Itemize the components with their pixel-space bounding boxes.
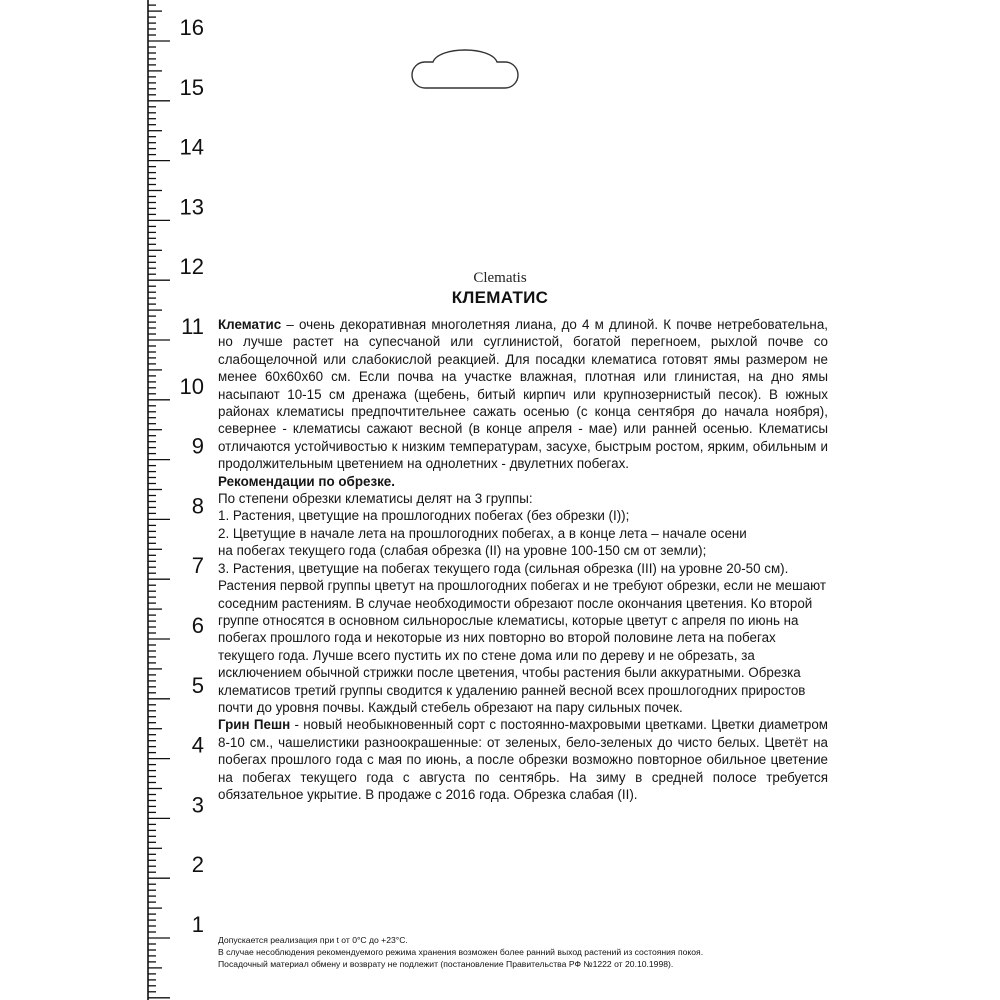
title-russian: КЛЕМАТИС [451,288,549,307]
variety-name: Грин Пешн [218,717,291,733]
euro-hanger-slot [405,40,525,101]
footnote-dormancy: В случае несоблюдения рекомендуемого режима хранения возможен более ранний выход растений из состояния покоя. [218,947,704,957]
variety-paragraph [218,716,828,803]
ruler-number-10: 10 [179,373,204,399]
footnote-storage-temp: Допускается реализация при t от 0°С до +23°С. [218,935,408,945]
pruning-heading: Рекомендации по обрезке. [218,473,395,489]
ruler-number-5: 5 [191,672,204,698]
ruler-number-6: 6 [191,613,204,638]
pruning-group-1: 1. Растения, цветущие на прошлогодних побегах (без обрезки (I)); [218,508,630,524]
intro-paragraph [218,316,828,473]
intro-text: – очень декоративная многолетняя лиана, до 4 м длиной. К почве нетребовательна, но лучше растет на супесчаной или суглинистой, богатой перегноем, рыхлой почве со слабощелочной или слабокислой реакцией. Для посадки клематиса готовят ямы размером не менее 60х60х60 см. Если почва на участке влажная, плотная или глинистая, на дно ямы насыпают 10-15 см дренажа (щебень, битый кирпич или крупнозернистый песок). В южных районах клематисы предпочтительнее сажать осенью (с конца сентября до начала ноября), севернее - клематисы сажают весной (в конце апреля - мае) или ранней осенью. Клематисы отличаются устойчивостью к низким температурам, засухе, быстрым ростом, ярким, обильным и продолжительным цветением на однолетних - двулетних побегах. [218,317,828,472]
ruler-number-7: 7 [191,553,204,579]
ruler-number-14: 14 [179,134,204,160]
ruler-number-2: 2 [191,852,204,878]
ruler-number-3: 3 [191,792,204,818]
pruning-group-2-line-1: 2. Цветущие в начале лета на прошлогодних побегах, а в конце лета – начале осени [218,525,747,541]
footnote-no-return: Посадочный материал обмену и возврату не подлежит (постановление Правительства РФ №1222 от 20.10.1998). [218,959,674,969]
pruning-group-3: 3. Растения, цветущие на побегах текущего года (сильная обрезка (III) на уровне 20-50 см). [218,560,789,576]
ruler-number-8: 8 [191,493,204,519]
ruler-number-13: 13 [179,194,204,220]
hanger-slot-outline [405,40,525,96]
ruler-number-15: 15 [179,74,204,100]
description-body [218,316,828,803]
ruler-ticks [140,0,210,1000]
intro-term: Клематис [218,317,282,332]
ruler-number-16: 16 [179,15,204,40]
pruning-lead: По степени обрезки клематисы делят на 3 группы: [218,491,533,507]
ruler-number-1: 1 [191,912,204,937]
ruler-number-9: 9 [191,433,204,459]
ruler-number-12: 12 [179,254,204,280]
title-latin: Clematis [473,270,527,286]
pruning-group-2-line-2: на побегах текущего года (слабая обрезка (II) на уровне 100-150 см от земли); [218,543,707,559]
footnotes [218,934,858,970]
ruler-scale [140,0,210,1000]
ruler-number-4: 4 [191,732,204,758]
variety-text: - новый необыкновенный сорт с постоянно-махровыми цветками. Цветки диаметром 8-10 см., чашелистики разноокрашенные: от зеленых, бело-зеленых до чисто белых. Цветёт на побегах прошлого года с мая по июнь, а после обрезки возможно повторное обильное цветение на побегах текущего года с августа по сентябрь. На зиму в средней полосе требуется обязательное укрытие. В продаже с 2016 года. Обрезка слабая (II). [218,717,828,802]
pruning-details: Растения первой группы цветут на прошлогодних побегах и не требуют обрезки, если не мешают соседним растениям. В случае необходимости обрезают после окончания цветения. Ко второй группе относятся в основном сильнорослые клематисы, которые цветут с апреля по июнь на побегах прошлого года и некоторые из них повторно во второй половине лета на побегах текущего года. Лучше всего пустить их по стене дома или по дереву и не обрезать, за исключением обычной стрижки после цветения, чтобы растения были аккуратными. Обрезка клематисов третий группы сводится к удалению ранней весной всех прошлогодних приростов почти до уровня почвы. Каждый стебель обрезают на пару сильных почек. [218,578,827,715]
ruler-number-11: 11 [181,314,204,339]
